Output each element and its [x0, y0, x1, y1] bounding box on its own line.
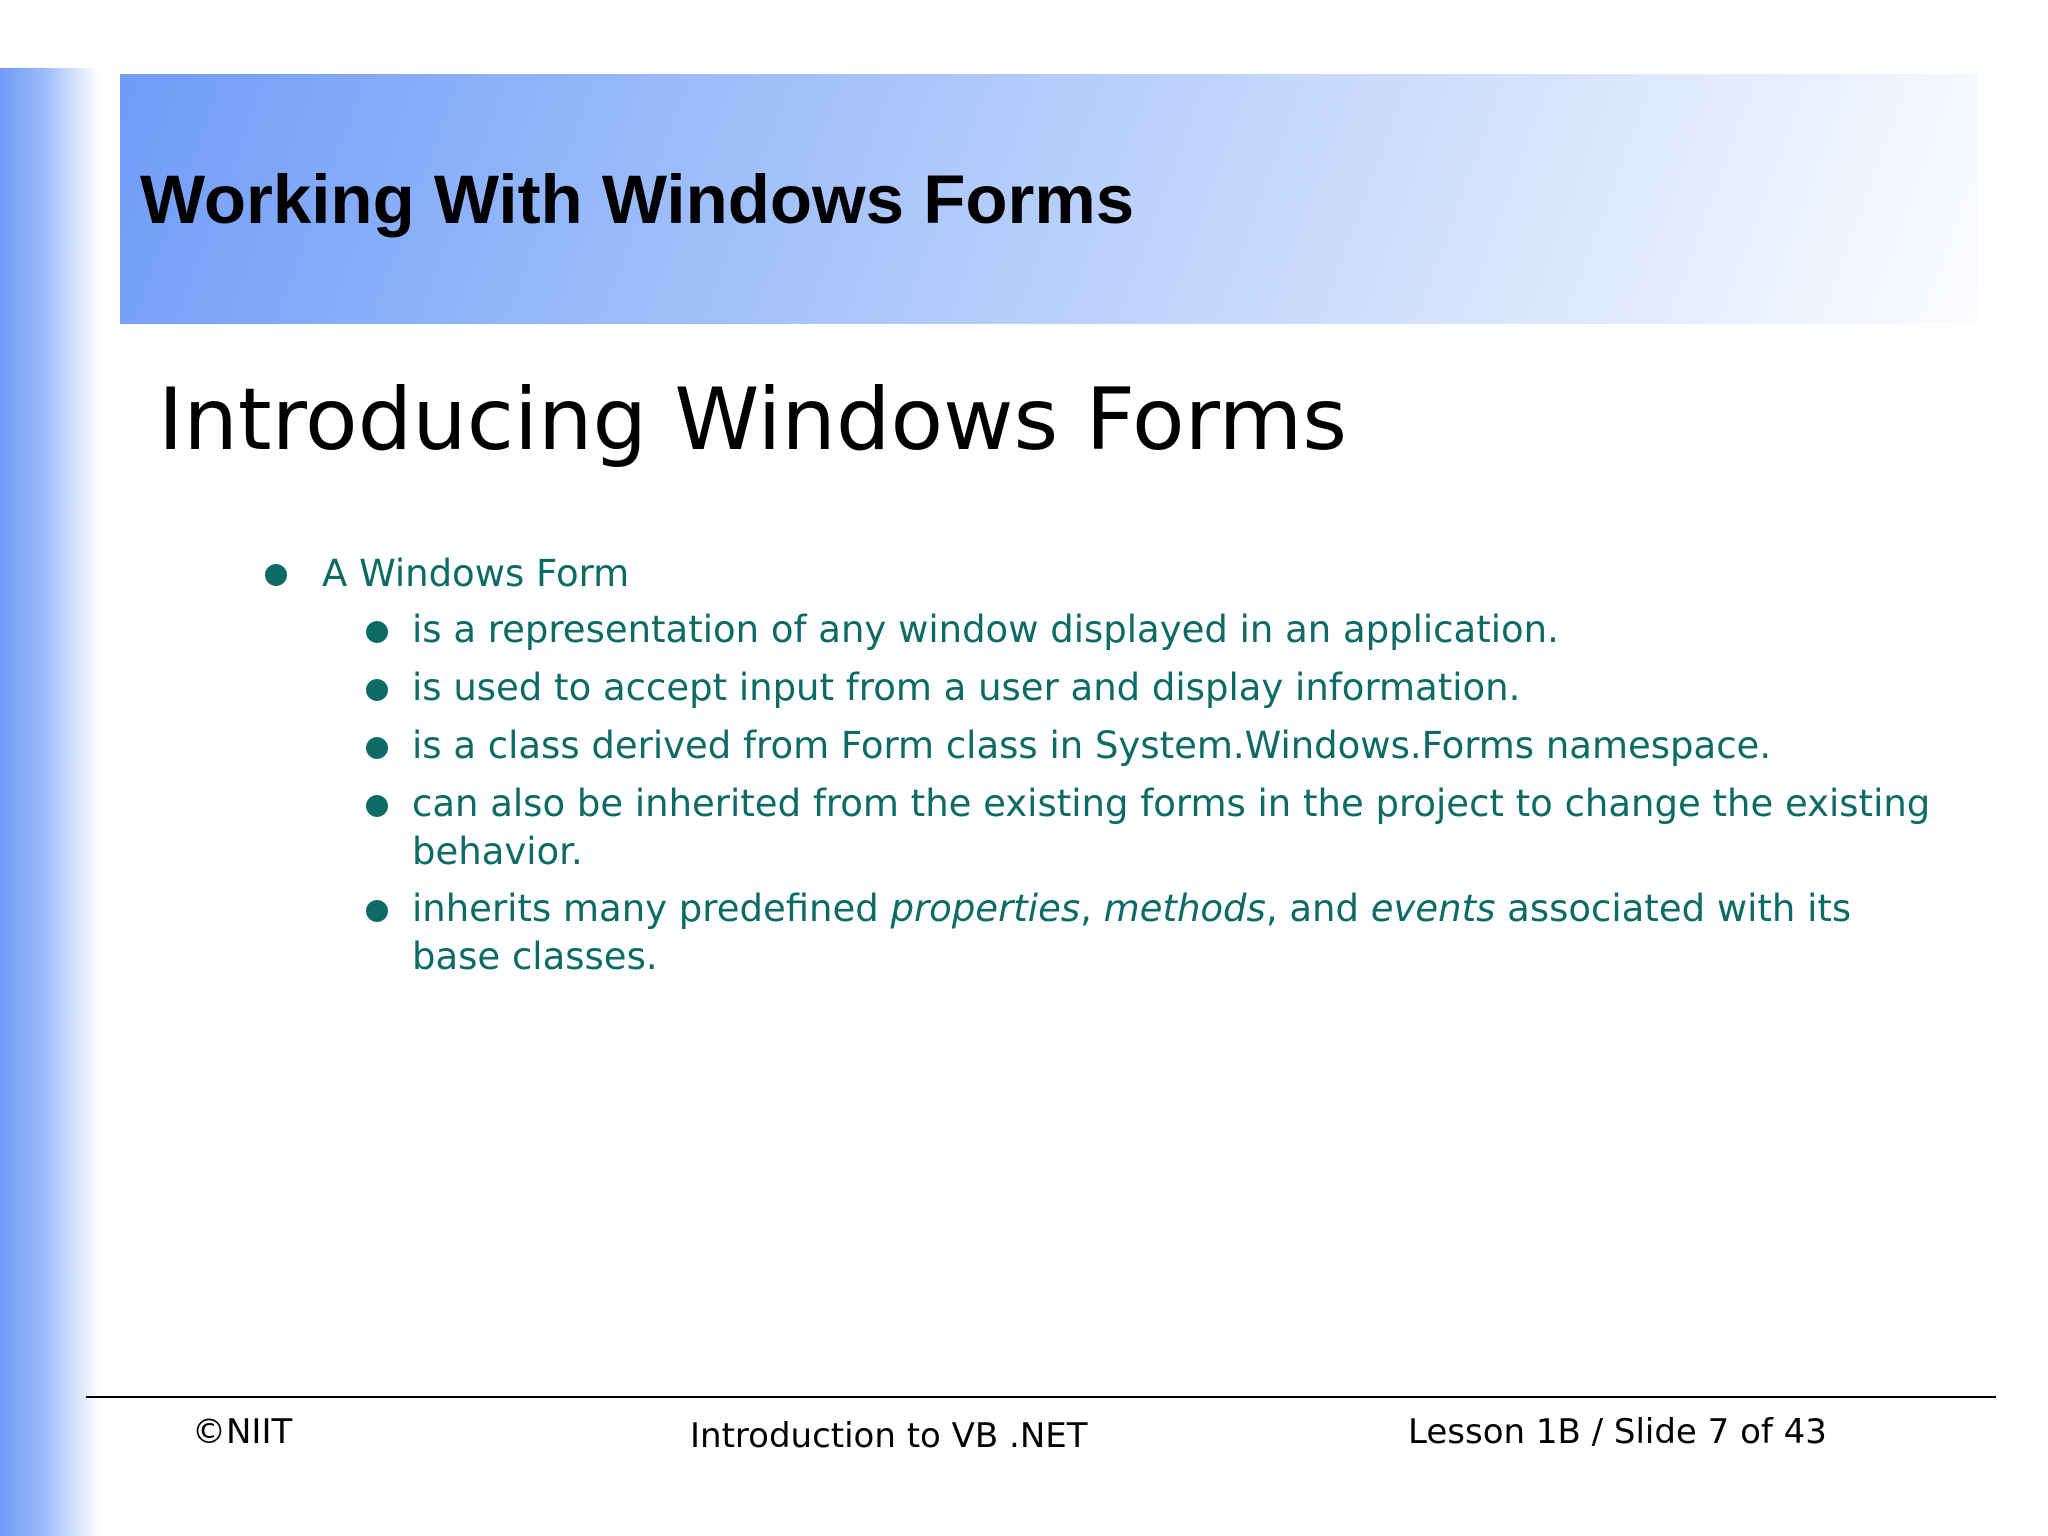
footer-divider [86, 1396, 1996, 1398]
left-gradient-bar [0, 68, 100, 1536]
deck-title: Working With Windows Forms [140, 161, 1135, 238]
separator: , [1080, 887, 1104, 930]
sub-bullet-5 [412, 885, 1932, 981]
bullet-dot-icon [366, 621, 388, 643]
sub-bullet-5-suffix: associated with its base classes. [412, 887, 1852, 978]
sub-bullet-4: can also be inherited from the existing forms in the project to change the existing behavior. [412, 782, 1931, 873]
sub-bullet-1: is a representation of any window displayed in an application. [412, 608, 1559, 651]
sub-bullet-2: is used to accept input from a user and display information. [412, 666, 1521, 709]
main-bullet: A Windows Form [322, 552, 630, 595]
sub-bullet-5-prefix: inherits many predefined [412, 887, 891, 930]
footer-slide-position: Lesson 1B / Slide 7 of 43 [1408, 1412, 1827, 1452]
bullet-dot-icon [265, 564, 287, 586]
term-methods: methods [1103, 887, 1266, 930]
footer-copyright: ©NIIT [192, 1412, 293, 1452]
separator: , and [1265, 887, 1371, 930]
footer-course-title: Introduction to VB .NET [690, 1416, 1088, 1456]
bullet-dot-icon [366, 900, 388, 922]
bullet-dot-icon [366, 737, 388, 759]
term-properties: properties [890, 887, 1081, 930]
sub-bullet-3: is a class derived from Form class in System.Windows.Forms namespace. [412, 724, 1772, 767]
term-events: events [1370, 887, 1496, 930]
bullet-dot-icon [366, 795, 388, 817]
slide-heading: Introducing Windows Forms [158, 370, 1348, 470]
bullet-dot-icon [366, 679, 388, 701]
